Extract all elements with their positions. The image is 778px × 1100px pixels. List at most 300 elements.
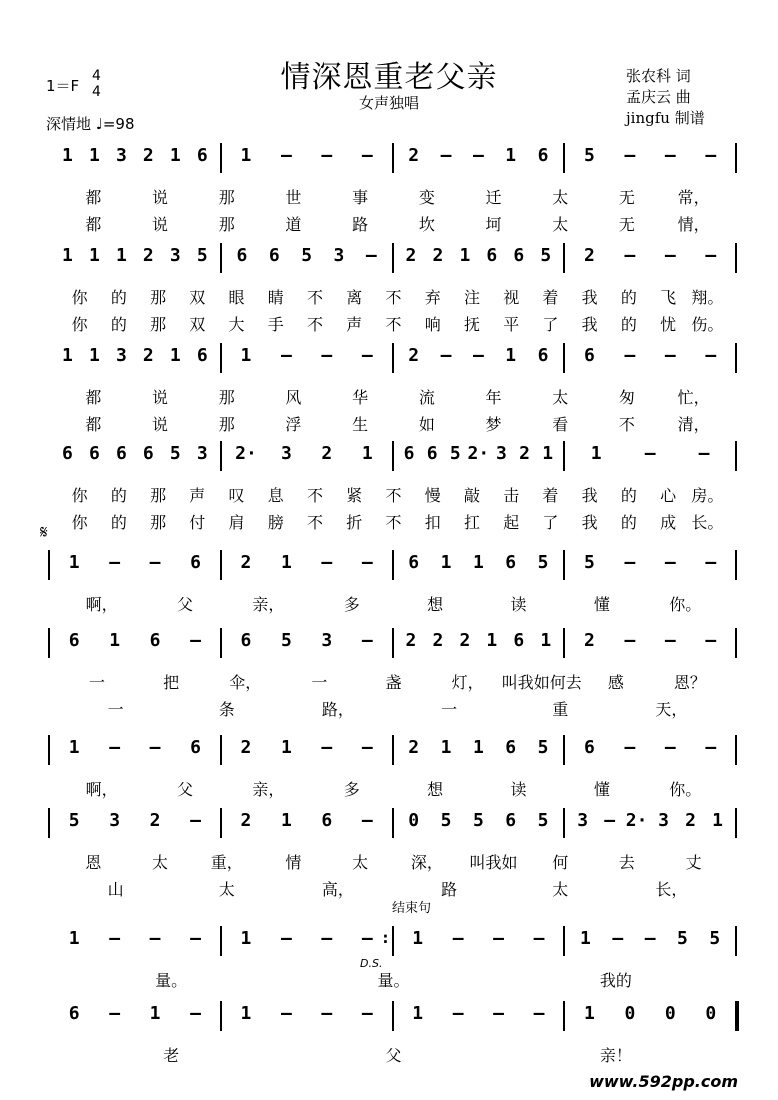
barline: [220, 441, 222, 471]
lyric-word: 注: [463, 288, 480, 307]
barline: [220, 143, 222, 173]
jianpu-note: –: [604, 810, 616, 831]
lyric-word: 都: [85, 415, 102, 434]
jianpu-note: 2: [142, 245, 154, 266]
barline: [563, 628, 565, 658]
lyric-word: 天，: [655, 700, 688, 719]
jianpu-note: 1: [486, 630, 498, 651]
jianpu-note: –: [361, 928, 373, 949]
lyric-word: 读: [510, 780, 527, 799]
jianpu-note: 3: [115, 345, 127, 366]
jianpu-note: 2: [408, 737, 420, 758]
jianpu-note: 0: [624, 1003, 636, 1024]
lyric-word: 视: [503, 288, 520, 307]
lyric-word: 生: [352, 415, 369, 434]
lyric-word: 山: [107, 880, 124, 899]
jianpu-note: 1: [412, 1003, 424, 1024]
lyric-word: 的: [620, 513, 637, 532]
jianpu-note: 6: [236, 245, 248, 266]
jianpu-note: –: [664, 345, 676, 366]
jianpu-note: –: [452, 1003, 464, 1024]
lyric-word: 亲！: [599, 1046, 632, 1065]
jianpu-note: 2: [584, 245, 595, 266]
jianpu-note: –: [705, 630, 717, 651]
lyric-word: 深，: [410, 853, 443, 872]
lyric-word: 太: [552, 188, 569, 207]
lyric-word: 叹: [228, 486, 245, 505]
lyric-word: 读: [510, 595, 527, 614]
barline: [563, 441, 565, 471]
lyric-word: 不: [618, 415, 635, 434]
jianpu-note: 3: [333, 245, 345, 266]
lyric-word: 紧: [346, 486, 363, 505]
lyric-word: 坷: [485, 215, 502, 234]
lyric-word: 都: [85, 188, 102, 207]
jianpu-note: –: [149, 928, 161, 949]
jianpu-note: 5: [537, 737, 549, 758]
lyric-word: 华: [352, 388, 369, 407]
jianpu-note: –: [149, 737, 161, 758]
jianpu-note: 6: [190, 552, 201, 573]
lyric-word: 我的: [599, 971, 632, 990]
jianpu-note: 6: [403, 443, 415, 464]
segno-sign: 𝄋: [40, 522, 48, 543]
jianpu-note: 3: [577, 810, 589, 831]
lyric-word: 击: [503, 486, 520, 505]
lyric-word: 高，: [321, 880, 354, 899]
jianpu-note: 5: [68, 810, 80, 831]
ending-label: 结束句: [392, 901, 432, 916]
song-subtitle: 女声独唱: [358, 94, 419, 112]
jianpu-note: 5: [709, 928, 721, 949]
lyric-word: 你: [71, 486, 88, 505]
jianpu-note: –: [533, 928, 545, 949]
jianpu-note: 1: [540, 630, 552, 651]
lyric-word: 一: [311, 673, 328, 692]
score-system: [0, 810, 778, 899]
tempo-marking: 深情地 ♩=98: [46, 115, 135, 133]
jianpu-note: –: [280, 145, 292, 166]
lyric-word: 世: [285, 188, 302, 207]
lyric-word: 不: [385, 288, 402, 307]
jianpu-note: 1: [472, 552, 484, 573]
jianpu-note: 6: [537, 145, 549, 166]
jianpu-note: –: [624, 245, 636, 266]
lyric-word: 盏: [385, 673, 402, 692]
lyric-word: 匆: [618, 388, 635, 407]
lyric-word: 父: [177, 595, 194, 614]
lyric-word: 手: [267, 315, 284, 334]
barline: [220, 1001, 222, 1031]
jianpu-note: –: [321, 737, 333, 758]
jianpu-note: 5: [537, 552, 549, 573]
jianpu-note: 5: [537, 810, 549, 831]
lyric-word: 多: [343, 595, 360, 614]
jianpu-note: 6: [240, 630, 252, 651]
jianpu-note: 2: [142, 345, 154, 366]
lyric-word: 啊，: [85, 780, 118, 799]
jianpu-note: 1: [440, 552, 452, 573]
lyric-word: 那: [218, 415, 235, 434]
jianpu-note: 1: [590, 443, 602, 464]
score-system: [0, 552, 778, 614]
barline: [563, 343, 565, 373]
lyric-word: 迁: [485, 188, 502, 207]
lyric-word: 说: [152, 388, 169, 407]
lyric-word: 风: [285, 388, 302, 407]
barline: [563, 143, 565, 173]
lyric-word: 的: [620, 315, 637, 334]
barline: [563, 550, 565, 580]
key-signature: 1＝F: [46, 77, 80, 95]
lyric-word: 翔。: [691, 288, 724, 307]
jianpu-note: 6: [513, 245, 525, 266]
lyric-word: 离: [346, 288, 363, 307]
lyric-word: 坎: [418, 215, 435, 234]
jianpu-note: –: [190, 1003, 201, 1024]
lyric-word: 如: [418, 415, 435, 434]
lyric-word: 声: [189, 486, 206, 505]
jianpu-note: 2·: [467, 443, 490, 464]
jianpu-note: –: [190, 928, 201, 949]
jianpu-note: –: [493, 928, 505, 949]
jianpu-note: –: [664, 737, 676, 758]
jianpu-note: –: [644, 443, 656, 464]
lyric-word: 叫我如: [469, 853, 518, 872]
lyric-word: 的: [620, 486, 637, 505]
lyric-word: 不: [307, 486, 324, 505]
lyric-word: 说: [152, 215, 169, 234]
jianpu-note: 6: [537, 345, 549, 366]
jianpu-note: 6: [142, 443, 154, 464]
song-title: 情深恩重老父亲: [280, 60, 498, 95]
barline: [735, 926, 737, 956]
jianpu-note: 6: [62, 443, 73, 464]
lyric-word: 一: [441, 700, 458, 719]
lyric-word: 心: [660, 486, 677, 505]
lyric-word: 流: [418, 388, 435, 407]
jianpu-note: 1: [505, 145, 517, 166]
jianpu-note: 6: [68, 1003, 80, 1024]
jianpu-note: 5: [584, 552, 595, 573]
barline: [220, 735, 222, 765]
score-system: [0, 737, 778, 799]
lyric-word: 想: [427, 595, 444, 614]
lyric-word: 不: [385, 486, 402, 505]
barline: [735, 628, 737, 658]
jianpu-note: –: [280, 1003, 292, 1024]
lyric-word: 多: [343, 780, 360, 799]
jianpu-note: 2: [685, 810, 696, 831]
jianpu-note: –: [624, 345, 636, 366]
lyric-word: 事: [352, 188, 369, 207]
jianpu-note: 2: [405, 245, 417, 266]
lyric-word: 我: [581, 486, 598, 505]
lyric-word: 的: [110, 288, 127, 307]
jianpu-note: 1: [240, 928, 252, 949]
lyric-word: 太: [552, 880, 569, 899]
jianpu-note: –: [664, 145, 676, 166]
lyric-word: 浮: [285, 415, 302, 434]
score-system: [0, 443, 778, 532]
lyric-word: 飞: [660, 288, 677, 307]
barline: [735, 808, 737, 838]
jianpu-note: 6: [505, 810, 517, 831]
barline: [392, 343, 394, 373]
jianpu-note: 2: [149, 810, 161, 831]
lyric-word: 扛: [463, 513, 480, 532]
lyric-word: 亲，: [252, 780, 285, 799]
lyric-word: 重，: [210, 853, 243, 872]
jianpu-note: 0: [705, 1003, 717, 1024]
lyric-word: 感: [607, 673, 624, 692]
barline: [563, 926, 565, 956]
jianpu-note: 1: [280, 737, 292, 758]
jianpu-note: 6: [196, 345, 208, 366]
jianpu-note: 1: [505, 345, 517, 366]
lyric-word: 的: [620, 288, 637, 307]
lyric-word: 眼: [228, 288, 245, 307]
lyric-word: 都: [85, 388, 102, 407]
jianpu-note: –: [644, 928, 656, 949]
barline: [220, 550, 222, 580]
jianpu-note: 6: [426, 443, 438, 464]
jianpu-note: 5: [584, 145, 595, 166]
jianpu-note: 6: [89, 443, 100, 464]
jianpu-note: 5: [440, 810, 452, 831]
jianpu-note: 5: [169, 443, 181, 464]
jianpu-note: –: [149, 552, 161, 573]
jianpu-note: –: [472, 145, 484, 166]
lyric-word: 情: [285, 853, 302, 872]
lyric-word: 老: [163, 1046, 180, 1065]
jianpu-note: 1: [62, 145, 73, 166]
lyric-word: 那: [150, 315, 167, 334]
lyric-word: 变: [418, 188, 435, 207]
barline: [48, 735, 50, 765]
lyric-word: 梦: [485, 415, 502, 434]
lyric-word: 房。: [691, 486, 724, 505]
jianpu-note: –: [361, 552, 373, 573]
jianpu-note: 1: [580, 928, 591, 949]
jianpu-note: 6: [321, 810, 333, 831]
lyric-word: 了: [542, 315, 559, 334]
barline: [735, 243, 737, 273]
score-system: [0, 145, 778, 234]
jianpu-note: 1: [109, 630, 121, 651]
lyric-word: 都: [85, 215, 102, 234]
lyric-word: 看: [552, 415, 569, 434]
jianpu-note: 2: [432, 630, 444, 651]
lyric-word: 扣: [424, 513, 441, 532]
lyric-word: 那: [150, 486, 167, 505]
jianpu-note: 1: [89, 145, 100, 166]
barline: [220, 926, 222, 956]
jianpu-note: –: [361, 630, 373, 651]
jianpu-note: –: [705, 145, 717, 166]
barline: [735, 735, 737, 765]
lyric-word: 弃: [424, 288, 441, 307]
jianpu-note: 2: [432, 245, 444, 266]
lyric-word: 你: [71, 288, 88, 307]
final-barline: [735, 1001, 739, 1031]
lyric-word: 一: [107, 700, 124, 719]
lyric-word: 长，: [655, 880, 688, 899]
lyric-word: 路: [441, 880, 458, 899]
jianpu-note: 2·: [625, 810, 648, 831]
jianpu-note: 3: [321, 630, 333, 651]
jianpu-note: –: [361, 345, 373, 366]
jianpu-note: 6: [513, 630, 525, 651]
lyric-word: 说: [152, 415, 169, 434]
lyric-word: 说: [152, 188, 169, 207]
meter-top: 4: [92, 68, 101, 84]
lyric-word: 无: [618, 215, 635, 234]
lyric-word: 的: [110, 513, 127, 532]
lyric-word: 路: [352, 215, 369, 234]
lyric-word: 把: [163, 673, 180, 692]
lyric-word: 了: [542, 513, 559, 532]
jianpu-note: –: [705, 345, 717, 366]
score-system: [0, 245, 778, 334]
lyric-word: 你: [71, 513, 88, 532]
jianpu-note: 6: [149, 630, 161, 651]
jianpu-note: –: [452, 928, 464, 949]
repeat-dots: :: [380, 928, 391, 947]
lyric-word: 太: [552, 215, 569, 234]
jianpu-note: 1: [240, 1003, 252, 1024]
lyric-word: 膀: [267, 513, 284, 532]
barline: [563, 1001, 565, 1031]
jianpu-note: 0: [664, 1003, 676, 1024]
jianpu-note: –: [624, 552, 636, 573]
jianpu-note: 5: [280, 630, 292, 651]
jianpu-note: 1: [280, 552, 292, 573]
lyric-word: 常，: [677, 188, 710, 207]
lyric-word: 父: [385, 1046, 402, 1065]
lyric-word: 起: [503, 513, 520, 532]
website-watermark: www.592pp.com: [589, 1072, 738, 1091]
lyric-word: 恩: [85, 853, 102, 872]
jianpu-note: –: [321, 1003, 333, 1024]
jianpu-note: 3: [169, 245, 181, 266]
lyric-word: 我: [581, 288, 598, 307]
barline: [392, 550, 394, 580]
jianpu-note: –: [705, 245, 717, 266]
jianpu-note: 5: [540, 245, 552, 266]
lyric-word: 大: [228, 315, 245, 334]
jianpu-note: 6: [196, 145, 208, 166]
credits: [626, 66, 705, 129]
jianpu-note: –: [321, 552, 333, 573]
jianpu-note: 1: [361, 443, 373, 464]
jianpu-note: –: [361, 737, 373, 758]
lyric-word: 伤。: [691, 315, 724, 334]
jianpu-note: 3: [109, 810, 121, 831]
engraver: jingfu 制谱: [626, 109, 705, 127]
lyric-word: 着: [542, 288, 559, 307]
barline: [220, 808, 222, 838]
lyric-word: 双: [189, 315, 206, 334]
jianpu-note: 3: [280, 443, 292, 464]
jianpu-note: –: [280, 928, 292, 949]
lyric-word: 太: [218, 880, 235, 899]
jianpu-note: 1: [169, 345, 181, 366]
lyric-word: 不: [307, 513, 324, 532]
jianpu-note: 2: [408, 145, 420, 166]
barline: [48, 550, 50, 580]
jianpu-note: 3: [496, 443, 507, 464]
jianpu-note: 1: [169, 145, 181, 166]
barline: [392, 735, 394, 765]
lyric-word: 折: [346, 513, 363, 532]
jianpu-note: 6: [408, 552, 420, 573]
jianpu-note: –: [109, 737, 121, 758]
lyric-word: 抚: [463, 315, 480, 334]
jianpu-note: –: [280, 345, 292, 366]
jianpu-note: 2: [459, 630, 471, 651]
jianpu-note: 2: [519, 443, 530, 464]
lyric-word: 那: [150, 513, 167, 532]
lyric-word: 重: [552, 700, 569, 719]
lyric-word: 无: [618, 188, 635, 207]
lyric-word: 的: [110, 486, 127, 505]
lyric-word: 想: [427, 780, 444, 799]
score-system: [0, 928, 778, 990]
lyric-word: 不: [385, 315, 402, 334]
lyric-word: 那: [218, 188, 235, 207]
lyric-word: 忙，: [677, 388, 710, 407]
lyric-word: 恩？: [673, 673, 706, 692]
jianpu-note: –: [624, 737, 636, 758]
jianpu-note: –: [321, 145, 333, 166]
lyric-word: 慢: [424, 486, 441, 505]
lyric-word: 道: [285, 215, 302, 234]
jianpu-note: –: [624, 630, 636, 651]
jianpu-note: –: [365, 245, 377, 266]
lyric-word: 懂: [593, 595, 610, 614]
jianpu-note: –: [664, 630, 676, 651]
lyric-word: 父: [177, 780, 194, 799]
composer: 孟庆云 曲: [626, 88, 691, 106]
lyric-word: 量。: [377, 971, 410, 990]
barline: [563, 735, 565, 765]
lyric-word: 何: [552, 853, 569, 872]
barline: [735, 441, 737, 471]
lyric-word: 不: [307, 315, 324, 334]
jianpu-note: –: [533, 1003, 545, 1024]
barline: [392, 441, 394, 471]
jianpu-note: –: [698, 443, 710, 464]
jianpu-note: –: [361, 810, 373, 831]
jianpu-note: –: [361, 1003, 373, 1024]
lyric-word: 付: [189, 513, 206, 532]
jianpu-note: 6: [115, 443, 127, 464]
meter-bottom: 4: [92, 84, 101, 100]
jianpu-note: 1: [584, 1003, 595, 1024]
lyric-word: 那: [150, 288, 167, 307]
barline: [220, 628, 222, 658]
lyric-word: 灯，: [451, 673, 484, 692]
jianpu-note: –: [664, 552, 676, 573]
barline: [392, 243, 394, 273]
jianpu-note: 3: [658, 810, 670, 831]
jianpu-note: 1: [149, 1003, 161, 1024]
jianpu-note: –: [109, 928, 121, 949]
jianpu-note: 6: [584, 345, 595, 366]
lyric-word: 双: [189, 288, 206, 307]
jianpu-note: 2: [240, 552, 252, 573]
